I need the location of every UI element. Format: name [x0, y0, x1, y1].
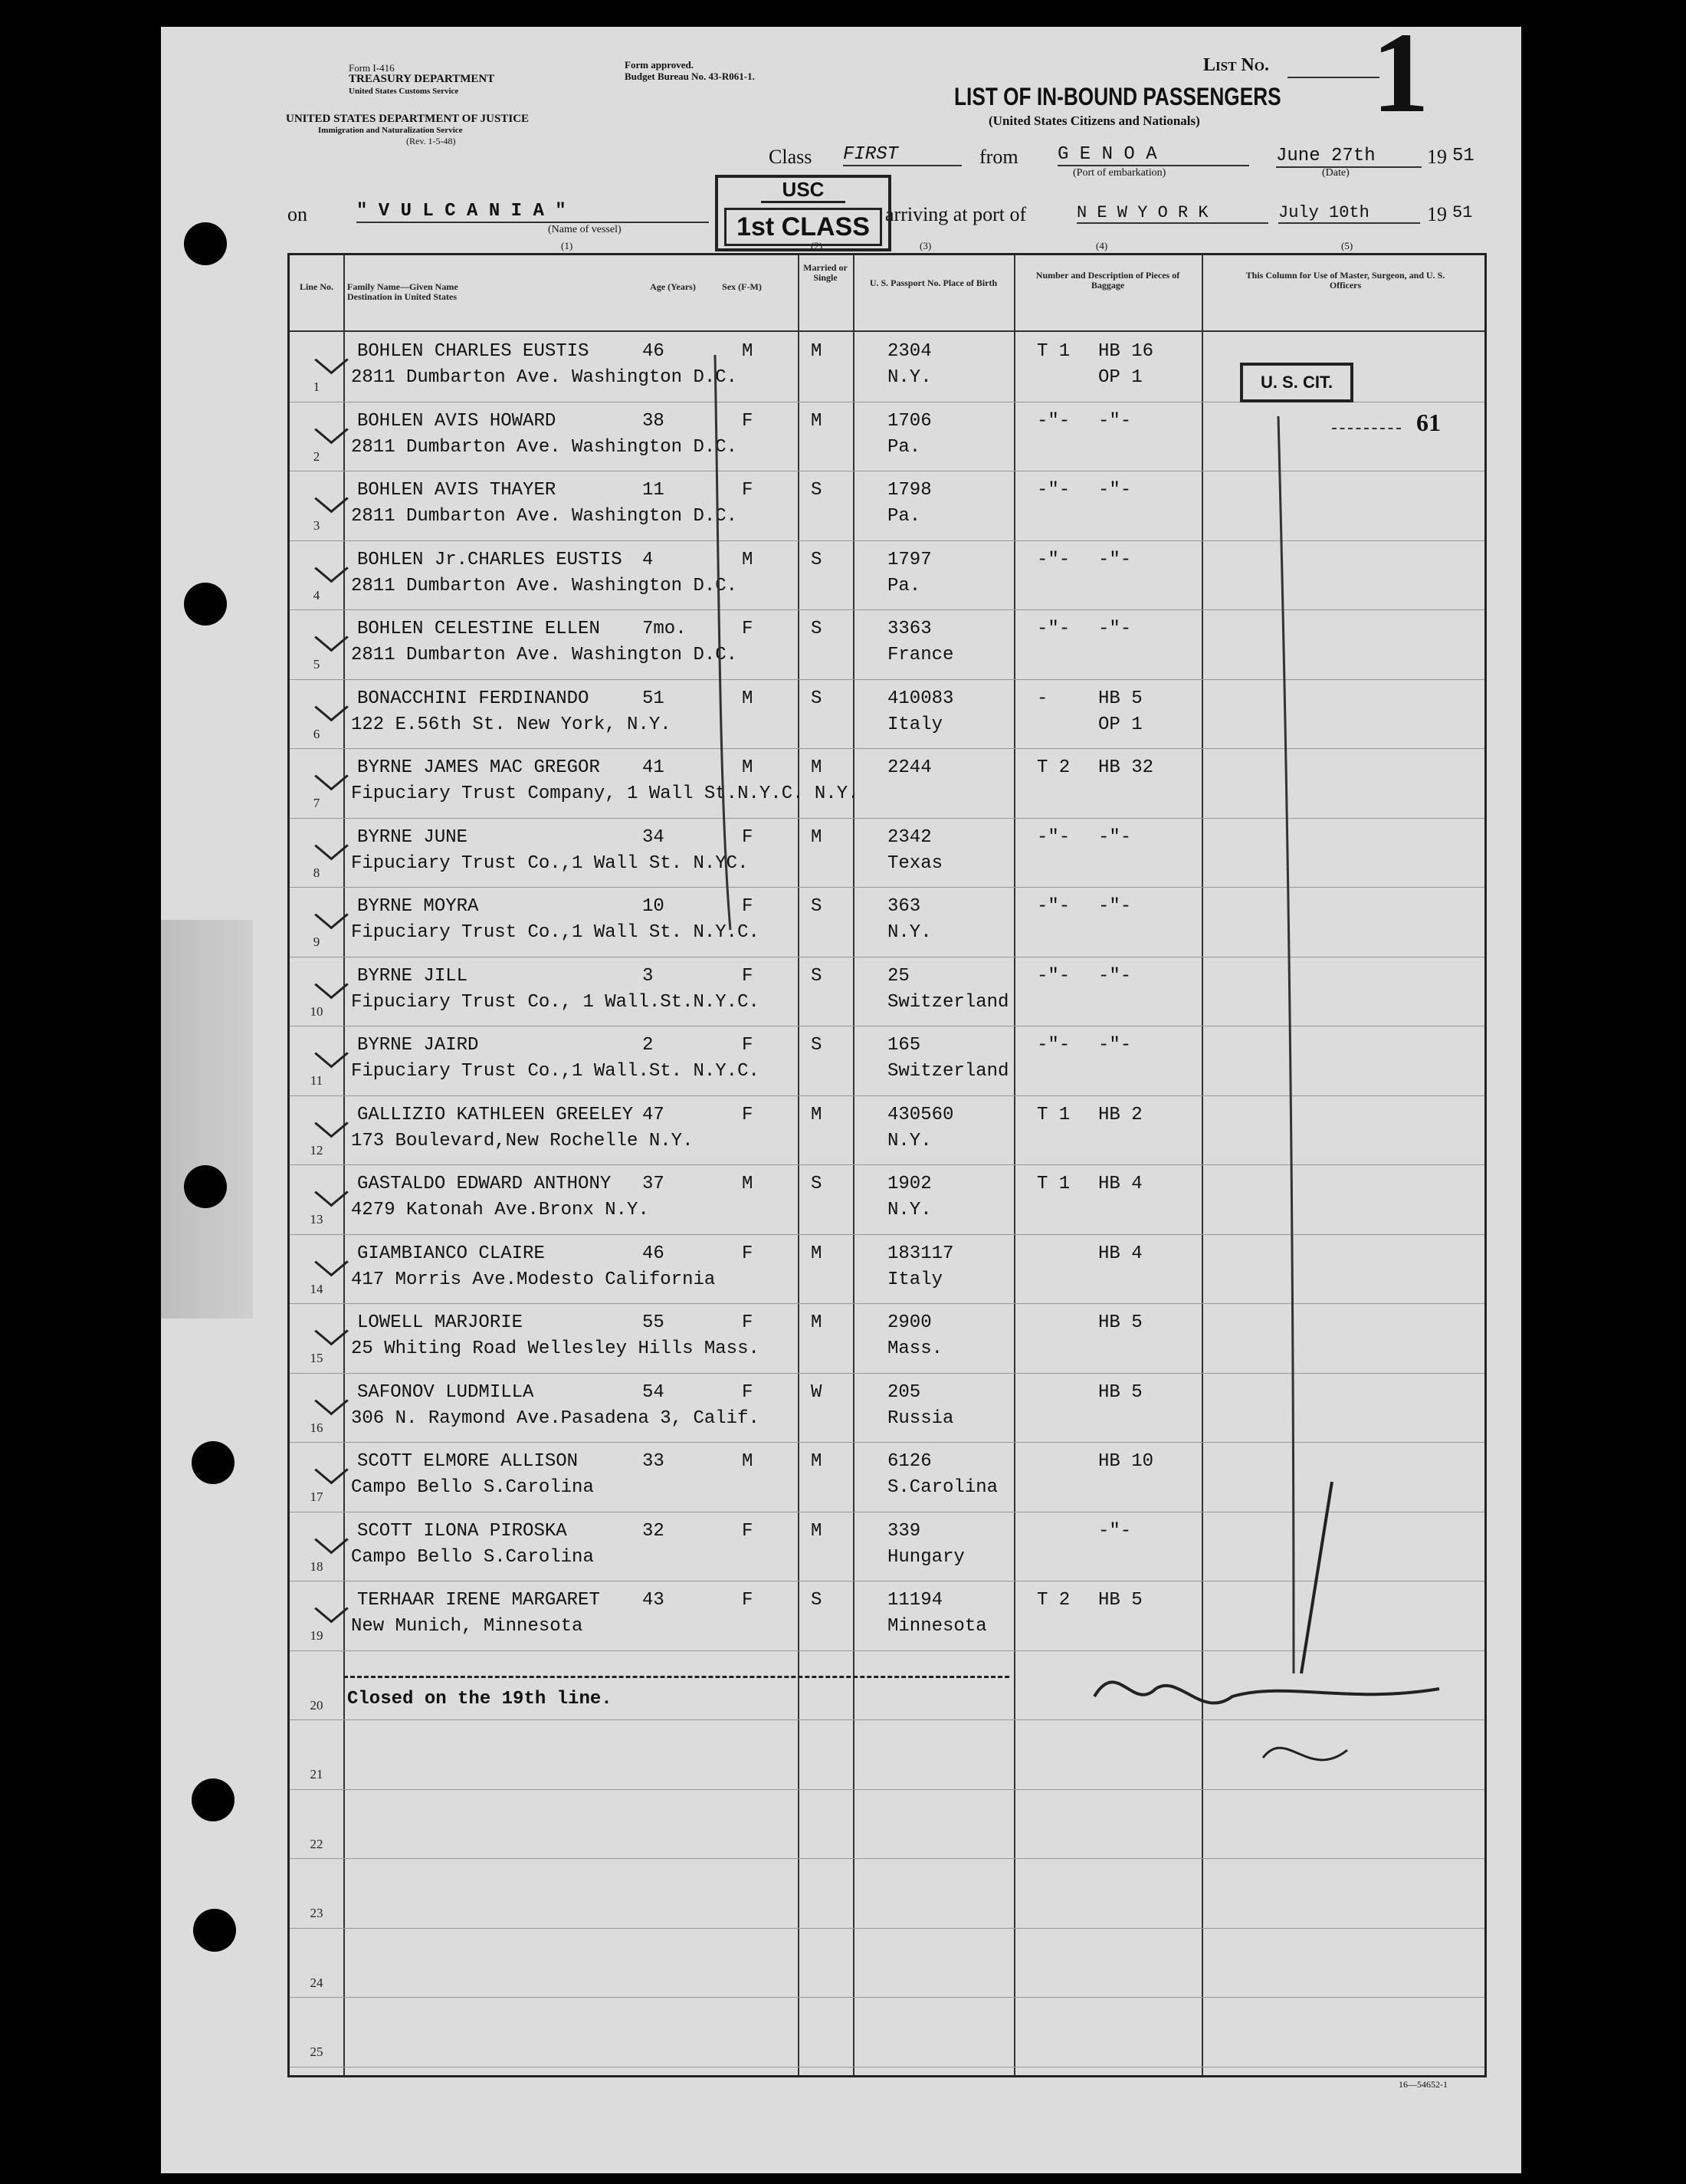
inspector-signature: [1094, 1682, 1439, 1703]
passenger-marital: S: [811, 619, 822, 639]
line-number: 9: [313, 934, 320, 949]
dept-justice-sub: Immigration and Naturalization Service: [318, 126, 463, 135]
year-prefix: 19: [1427, 146, 1447, 168]
form-number: 16—54652-1: [1399, 2079, 1448, 2090]
age-tick-line: [715, 355, 730, 930]
signature-initials: [1263, 1748, 1347, 1760]
col-header-age: Age (Years): [650, 281, 696, 292]
year-suffix: 51: [1452, 146, 1474, 166]
passenger-sex: M: [742, 757, 753, 778]
passenger-age: 46: [642, 1243, 664, 1264]
arrival-date: July 10th: [1278, 203, 1420, 224]
passport-number: 2342: [887, 826, 932, 848]
passport-number: 339: [887, 1520, 921, 1542]
line-number: 1: [313, 379, 320, 394]
passenger-marital: M: [811, 1451, 822, 1472]
line-number: 8: [313, 865, 320, 880]
passenger-marital: S: [811, 965, 822, 987]
bag-handbags: -"-: [1098, 480, 1132, 501]
bag-trunks: -"-: [1037, 965, 1071, 987]
passenger-address: 4279 Katonah Ave.Bronx N.Y.: [351, 1200, 649, 1220]
passenger-address: Fipuciary Trust Company, 1 Wall St.N.Y.C. N.Y.: [351, 783, 859, 804]
bag-handbags: -"-: [1098, 826, 1132, 848]
passenger-age: 3: [642, 965, 654, 987]
dept-treasury-sub: United States Customs Service: [349, 87, 459, 96]
passenger-address: 122 E.56th St. New York, N.Y.: [351, 714, 671, 735]
passenger-name: GIAMBIANCO CLAIRE: [357, 1243, 545, 1264]
place-of-birth: Minnesota: [887, 1616, 987, 1637]
col-header-name: Family Name—Given Name Destination in United States: [347, 281, 458, 302]
passenger-age: 4: [642, 549, 654, 570]
vessel-name: " V U L C A N I A ": [356, 201, 709, 223]
list-number: 1: [1372, 9, 1429, 136]
place-of-birth: Italy: [887, 1269, 943, 1290]
list-no-line: [1287, 77, 1379, 78]
closing-rule: [343, 1676, 1009, 1678]
passenger-address: 2811 Dumbarton Ave. Washington D.C.: [351, 436, 738, 458]
passenger-name: BYRNE JILL: [357, 965, 468, 987]
passenger-marital: S: [811, 1174, 822, 1194]
bag-trunks: -"-: [1037, 619, 1071, 639]
passport-number: 430560: [887, 1104, 954, 1125]
bag-trunks: T 2: [1037, 1590, 1071, 1611]
line-number: 23: [310, 1906, 323, 1920]
place-of-birth: N.Y.: [887, 367, 932, 388]
passenger-marital: S: [811, 896, 822, 917]
passenger-address: New Munich, Minnesota: [351, 1616, 583, 1637]
arrival-year-suffix: 51: [1452, 203, 1473, 222]
line-number: 22: [310, 1836, 323, 1851]
passenger-marital: S: [811, 549, 822, 570]
punch-hole: [184, 583, 227, 626]
passenger-sex: F: [742, 619, 753, 639]
passenger-age: 32: [642, 1520, 664, 1542]
col-header-officers: This Column for Use of Master, Surgeon, and U. S. Officers: [1245, 270, 1445, 291]
passenger-table: [287, 253, 1487, 2077]
line-number: 20: [310, 1697, 323, 1713]
passenger-marital: M: [811, 1243, 822, 1264]
place-of-birth: Italy: [887, 714, 943, 735]
line-number: 25: [310, 2044, 323, 2059]
passenger-address: Fipuciary Trust Co.,1 Wall St. N.YC.: [351, 852, 749, 874]
place-of-birth: Switzerland: [887, 1061, 1009, 1082]
passenger-address: 2811 Dumbarton Ave. Washington D.C.: [351, 506, 738, 527]
line-number: 6: [313, 726, 320, 741]
form-approved: Form approved.: [625, 59, 694, 71]
place-of-birth: N.Y.: [887, 1200, 932, 1220]
from-label: from: [979, 146, 1018, 168]
passport-number: 11194: [887, 1590, 943, 1611]
passenger-name: SAFONOV LUDMILLA: [357, 1381, 534, 1403]
passport-number: 25: [887, 965, 910, 987]
bag-handbags: -"-: [1098, 1520, 1132, 1542]
bag-handbags: -"-: [1098, 549, 1132, 570]
bag-trunks: T 1: [1037, 1104, 1071, 1125]
arrival-port: N E W Y O R K: [1077, 203, 1268, 224]
passenger-age: 46: [642, 341, 664, 362]
place-of-birth: Russia: [887, 1407, 954, 1429]
passenger-sex: F: [742, 1243, 753, 1264]
passenger-sex: F: [742, 826, 753, 848]
passenger-sex: F: [742, 1312, 753, 1333]
passenger-name: BYRNE JUNE: [357, 826, 468, 848]
bag-other: OP 1: [1098, 714, 1143, 735]
passenger-address: Campo Bello S.Carolina: [351, 1546, 594, 1568]
col-header-married: Married or Single: [803, 262, 848, 283]
passenger-name: BOHLEN Jr.CHARLES EUSTIS: [357, 549, 622, 570]
passenger-address: Fipuciary Trust Co.,1 Wall.St. N.Y.C.: [351, 1061, 759, 1082]
passenger-age: 11: [642, 480, 664, 501]
bag-trunks: -"-: [1037, 826, 1071, 848]
passenger-sex: F: [742, 410, 753, 432]
passenger-name: SCOTT ILONA PIROSKA: [357, 1520, 567, 1542]
bag-handbags: HB 4: [1098, 1174, 1143, 1194]
us-cit-stamp: U. S. CIT.: [1240, 363, 1353, 402]
place-of-birth: Mass.: [887, 1338, 943, 1359]
passenger-address: 2811 Dumbarton Ave. Washington D.C.: [351, 645, 738, 665]
passenger-age: 37: [642, 1174, 664, 1194]
passenger-marital: M: [811, 1104, 822, 1125]
passenger-sex: F: [742, 1590, 753, 1611]
manifest-title: LIST OF IN-BOUND PASSENGERS: [954, 83, 1281, 110]
passenger-marital: S: [811, 1590, 822, 1611]
officer-vertical-line: [1278, 416, 1294, 1673]
passenger-address: 2811 Dumbarton Ave. Washington D.C.: [351, 575, 738, 596]
bag-trunks: -"-: [1037, 896, 1071, 917]
class-value: FIRST: [843, 144, 962, 166]
punch-hole: [192, 1441, 235, 1484]
passenger-address: Fipuciary Trust Co., 1 Wall.St.N.Y.C.: [351, 991, 759, 1013]
manifest-subtitle: (United States Citizens and Nationals): [989, 113, 1200, 128]
line-number: 5: [313, 657, 320, 672]
passport-number: 205: [887, 1381, 921, 1403]
col-header-passport: U. S. Passport No. Place of Birth: [869, 278, 998, 288]
bag-trunks: -"-: [1037, 1035, 1071, 1056]
passenger-age: 10: [642, 896, 664, 917]
line-number: 2: [313, 448, 320, 464]
passenger-name: BYRNE JAMES MAC GREGOR: [357, 757, 600, 778]
col-num-4: (4): [1096, 240, 1108, 251]
line-number: 15: [310, 1351, 323, 1365]
closing-note: Closed on the 19th line.: [347, 1689, 612, 1709]
bag-handbags: -"-: [1098, 410, 1132, 432]
passport-number: 1798: [887, 480, 932, 501]
passenger-name: SCOTT ELMORE ALLISON: [357, 1451, 579, 1472]
passenger-name: BOHLEN CHARLES EUSTIS: [357, 341, 589, 362]
passport-number: 183117: [887, 1243, 954, 1264]
col-num-3: (3): [920, 240, 932, 251]
line-number: 10: [310, 1003, 323, 1019]
embark-port: G E N O A: [1058, 144, 1249, 166]
passenger-name: GALLIZIO KATHLEEN GREELEY: [357, 1104, 634, 1125]
bag-trunks: -"-: [1037, 549, 1071, 570]
passenger-sex: F: [742, 896, 753, 917]
passenger-sex: F: [742, 1104, 753, 1125]
passenger-name: BOHLEN AVIS HOWARD: [357, 410, 556, 432]
bag-trunks: T 1: [1037, 1174, 1071, 1194]
passenger-name: LOWELL MARJORIE: [357, 1312, 523, 1333]
place-of-birth: N.Y.: [887, 1130, 932, 1151]
passenger-sex: M: [742, 549, 753, 570]
dept-treasury: TREASURY DEPARTMENT: [349, 73, 495, 85]
passenger-sex: F: [742, 1035, 753, 1056]
passenger-name: BOHLEN AVIS THAYER: [357, 480, 556, 501]
bag-trunks: -: [1037, 688, 1048, 709]
embark-port-caption: (Port of embarkation): [1073, 167, 1166, 179]
place-of-birth: Pa.: [887, 506, 921, 527]
place-of-birth: France: [887, 645, 954, 665]
passport-number: 2304: [887, 341, 932, 362]
bag-trunks: T 1: [1037, 341, 1071, 362]
bag-handbags: HB 16: [1098, 341, 1154, 362]
annotation-61: 61: [1416, 409, 1441, 436]
place-of-birth: N.Y.: [887, 922, 932, 943]
bag-trunks: -"-: [1037, 410, 1071, 432]
handwriting-overlay: [290, 255, 1489, 2080]
place-of-birth: Pa.: [887, 575, 921, 596]
passenger-address: Fipuciary Trust Co.,1 Wall St. N.Y.C.: [351, 922, 759, 943]
punch-hole: [184, 1165, 227, 1208]
passenger-name: TERHAAR IRENE MARGARET: [357, 1590, 600, 1611]
passenger-marital: W: [811, 1381, 822, 1403]
passenger-age: 2: [642, 1035, 654, 1056]
form-revision: (Rev. 1-5-48): [406, 136, 456, 146]
passenger-name: BOHLEN CELESTINE ELLEN: [357, 619, 600, 639]
passenger-marital: M: [811, 341, 822, 362]
line-number: 11: [310, 1073, 323, 1088]
passenger-sex: F: [742, 1520, 753, 1542]
passenger-sex: M: [742, 688, 753, 709]
passenger-age: 33: [642, 1451, 664, 1472]
usc-stamp-top: USC: [761, 178, 845, 203]
bag-handbags: HB 32: [1098, 757, 1154, 778]
passenger-marital: M: [811, 410, 822, 432]
on-label: on: [287, 203, 307, 225]
list-no-label: List No.: [1203, 55, 1269, 75]
passenger-sex: M: [742, 1451, 753, 1472]
line-number: 14: [310, 1281, 323, 1296]
bag-handbags: HB 5: [1098, 688, 1143, 709]
line-number: 18: [310, 1558, 323, 1574]
bag-trunks: -"-: [1037, 480, 1071, 501]
line-number: 13: [310, 1212, 323, 1227]
bag-handbags: HB 5: [1098, 1590, 1143, 1611]
passenger-marital: S: [811, 480, 822, 501]
passport-number: 1797: [887, 549, 932, 570]
col-header-sex: Sex (F-M): [722, 281, 762, 292]
line-number: 3: [313, 518, 320, 533]
vessel-caption: (Name of vessel): [548, 224, 622, 235]
passenger-name: BONACCHINI FERDINANDO: [357, 688, 589, 709]
passenger-age: 55: [642, 1312, 664, 1333]
officer-slash: [1301, 1482, 1332, 1673]
passenger-address: 417 Morris Ave.Modesto California: [351, 1269, 716, 1290]
embark-date: June 27th: [1276, 146, 1422, 168]
passenger-sex: F: [742, 1381, 753, 1403]
passport-number: 2900: [887, 1312, 932, 1333]
place-of-birth: Texas: [887, 852, 943, 874]
col-num-1: (1): [561, 240, 573, 251]
passenger-address: 25 Whiting Road Wellesley Hills Mass.: [351, 1338, 759, 1359]
bag-handbags: -"-: [1098, 965, 1132, 987]
bag-handbags: HB 5: [1098, 1312, 1143, 1333]
passport-number: 6126: [887, 1451, 932, 1472]
place-of-birth: Hungary: [887, 1546, 965, 1568]
col-header-line: Line No.: [299, 281, 333, 292]
line-number: 17: [310, 1489, 323, 1504]
passenger-age: 41: [642, 757, 664, 778]
passenger-age: 38: [642, 410, 664, 432]
passenger-age: 43: [642, 1590, 664, 1611]
line-number: 19: [310, 1628, 323, 1643]
punch-hole: [193, 1909, 236, 1952]
bag-handbags: HB 4: [1098, 1243, 1143, 1264]
passenger-marital: M: [811, 757, 822, 778]
line-number: 16: [310, 1420, 323, 1435]
passenger-name: BYRNE MOYRA: [357, 896, 479, 917]
place-of-birth: Pa.: [887, 436, 921, 458]
bag-handbags: -"-: [1098, 896, 1132, 917]
bag-handbags: HB 5: [1098, 1381, 1143, 1403]
punch-hole: [192, 1778, 235, 1821]
usc-stamp-class: 1st CLASS: [724, 208, 882, 246]
passenger-address: Campo Bello S.Carolina: [351, 1477, 594, 1498]
punch-hole: [184, 222, 227, 265]
passenger-age: 7mo.: [642, 619, 687, 639]
passport-number: 1706: [887, 410, 932, 432]
passport-number: 165: [887, 1035, 921, 1056]
passenger-marital: M: [811, 826, 822, 848]
arrival-year-prefix: 19: [1427, 203, 1447, 225]
passport-number: 363: [887, 896, 921, 917]
passenger-name: GASTALDO EDWARD ANTHONY: [357, 1174, 612, 1194]
col-header-baggage: Number and Description of Pieces of Baggage: [1035, 270, 1180, 291]
class-label: Class: [769, 146, 812, 168]
passenger-sex: F: [742, 480, 753, 501]
place-of-birth: Switzerland: [887, 991, 1009, 1013]
torn-edge: [161, 920, 253, 1319]
passport-number: 1902: [887, 1174, 932, 1194]
passenger-address: 173 Boulevard,New Rochelle N.Y.: [351, 1130, 694, 1151]
passenger-marital: M: [811, 1520, 822, 1542]
bag-handbags: HB 10: [1098, 1451, 1154, 1472]
bag-handbags: -"-: [1098, 1035, 1132, 1056]
passenger-sex: M: [742, 341, 753, 362]
passport-number: 3363: [887, 619, 932, 639]
form-id: Form I-416: [349, 62, 395, 74]
budget-bureau: Budget Bureau No. 43-R061-1.: [625, 71, 755, 82]
passport-number: 410083: [887, 688, 954, 709]
line-number: 4: [313, 587, 320, 603]
usc-class-stamp: [715, 175, 891, 251]
passenger-name: BYRNE JAIRD: [357, 1035, 479, 1056]
passenger-marital: S: [811, 1035, 822, 1056]
passenger-age: 51: [642, 688, 664, 709]
line-number: 7: [313, 796, 320, 810]
date-caption: (Date): [1322, 167, 1350, 179]
dept-justice: UNITED STATES DEPARTMENT OF JUSTICE: [286, 113, 530, 125]
bag-handbags: HB 2: [1098, 1104, 1143, 1125]
passenger-sex: F: [742, 965, 753, 987]
passenger-marital: S: [811, 688, 822, 709]
bag-other: OP 1: [1098, 367, 1143, 388]
bag-trunks: T 2: [1037, 757, 1071, 778]
passenger-age: 54: [642, 1381, 664, 1403]
passenger-age: 34: [642, 826, 664, 848]
line-number: 12: [310, 1142, 323, 1158]
col-num-5: (5): [1341, 240, 1353, 251]
passenger-address: 2811 Dumbarton Ave. Washington D.C.: [351, 367, 738, 388]
passenger-sex: M: [742, 1174, 753, 1194]
line-number: 21: [310, 1767, 323, 1782]
arriving-label: arriving at port of: [885, 203, 1027, 225]
passenger-address: 306 N. Raymond Ave.Pasadena 3, Calif.: [351, 1407, 759, 1429]
line-number: 24: [310, 1975, 323, 1990]
col-num-2: (2): [811, 240, 823, 251]
passport-number: 2244: [887, 757, 932, 778]
passenger-marital: M: [811, 1312, 822, 1333]
bag-handbags: -"-: [1098, 619, 1132, 639]
passenger-age: 47: [642, 1104, 664, 1125]
place-of-birth: S.Carolina: [887, 1477, 999, 1498]
